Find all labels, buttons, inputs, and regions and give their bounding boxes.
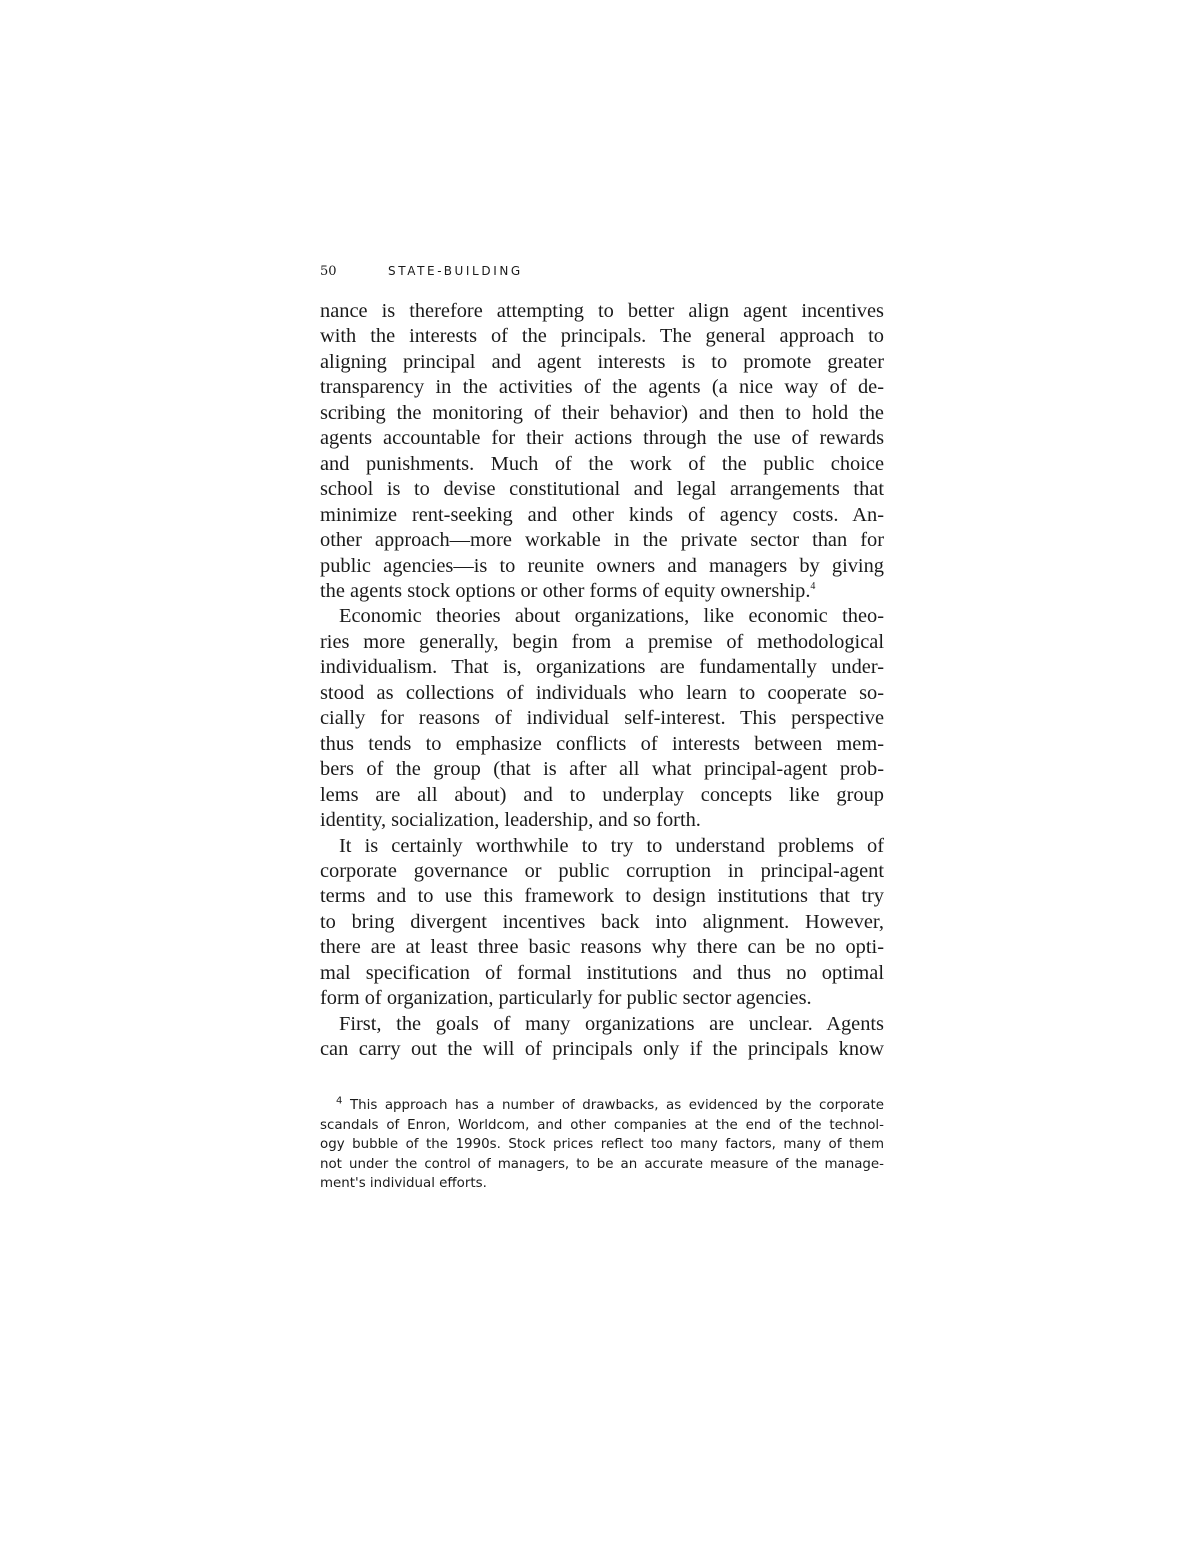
text-line: with the interests of the principals. The general approach to <box>320 325 884 348</box>
text-line: agents accountable for their actions through the use of rewards <box>320 427 884 450</box>
page-number: 50 <box>320 264 337 279</box>
footnote-marker: 4 <box>336 1096 343 1107</box>
text-line: terms and to use this framework to design institutions that try <box>320 885 884 908</box>
footnote-line: ogy bubble of the 1990s. Stock prices reflect too many factors, many of them <box>320 1137 884 1152</box>
text-line: thus tends to emphasize conflicts of interests between mem- <box>320 732 884 755</box>
text-line: public agencies—is to reunite owners and managers by giving <box>320 554 884 577</box>
text-line: school is to devise constitutional and legal arrangements that <box>320 478 884 501</box>
footnote-reference[interactable]: 4 <box>810 581 816 593</box>
text-line: to bring divergent incentives back into alignment. However, <box>320 910 884 933</box>
text-line: form of organization, particularly for public sector agencies. <box>320 987 812 1010</box>
text-line: Economic theories about organizations, like economic theo- <box>339 605 884 628</box>
paragraph-1 <box>320 299 884 604</box>
footnote-line: ment's individual efforts. <box>320 1176 487 1191</box>
text-line: individualism. That is, organizations are fundamentally under- <box>320 656 884 679</box>
text-line: bers of the group (that is after all what principal-agent prob- <box>320 758 884 781</box>
text-line: stood as collections of individuals who learn to cooperate so- <box>320 681 884 704</box>
text-line: It is certainly worthwhile to try to understand problems of <box>339 834 884 857</box>
footnote-text: This approach has a number of drawbacks, as evidenced by the corporate <box>349 1098 884 1113</box>
running-head <box>320 256 884 286</box>
text-line: scribing the monitoring of their behavior) and then to hold the <box>320 401 884 424</box>
text-line: can carry out the will of principals only if the principals know <box>320 1038 884 1061</box>
text-line: lems are all about) and to underplay concepts like group <box>320 783 884 806</box>
text-line-with-note <box>320 579 884 604</box>
footnote-line <box>320 1096 884 1116</box>
text-line: the agents stock options or other forms of equity ownership. <box>320 579 811 602</box>
section-title: STATE-BUILDING <box>388 264 523 278</box>
book-page <box>320 256 884 1063</box>
text-line: First, the goals of many organizations are unclear. Agents <box>339 1012 884 1035</box>
text-line: corporate governance or public corruption in principal-agent <box>320 859 884 882</box>
footnote-line: scandals of Enron, Worldcom, and other companies at the end of the technol- <box>320 1117 884 1133</box>
text-line: nance is therefore attempting to better align agent incentives <box>320 300 884 322</box>
text-line: cially for reasons of individual self-interest. This perspective <box>320 707 884 730</box>
text-line: there are at least three basic reasons why there can be no opti- <box>320 936 884 959</box>
text-line: identity, socialization, leadership, and so forth. <box>320 809 701 832</box>
text-line: transparency in the activities of the agents (a nice way of de- <box>320 376 884 399</box>
body-text <box>320 299 884 1063</box>
paragraph-2 <box>320 604 884 833</box>
footnote-line: not under the control of managers, to be an accurate measure of the manage- <box>320 1156 884 1172</box>
text-line: mal specification of formal institutions and thus no optimal <box>320 961 884 984</box>
text-line: minimize rent-seeking and other kinds of agency costs. An- <box>320 503 884 526</box>
paragraph-3 <box>320 834 884 1012</box>
text-line: other approach—more workable in the private sector than for <box>320 529 884 552</box>
text-line: and punishments. Much of the work of the public choice <box>320 452 884 475</box>
paragraph-4 <box>320 1012 884 1063</box>
footnote <box>320 1096 884 1194</box>
text-line: ries more generally, begin from a premise of methodological <box>320 630 884 653</box>
text-line: aligning principal and agent interests is to promote greater <box>320 350 884 373</box>
